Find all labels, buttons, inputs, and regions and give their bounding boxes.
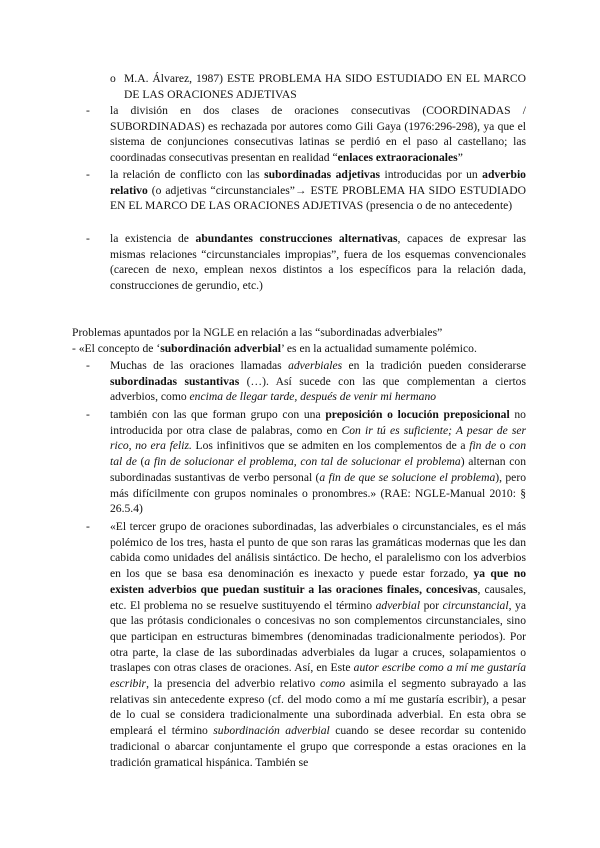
list-item-text: también con las que forman grupo con una preposición o locución preposicional no introducida por otra clase de palabras, como en Con ir tú es suficiente; A pesar de ser rico, no era feliz. Los infinitivos que se admiten en los complementos de a fin de o con tal de (a fin de solucionar el problema, con tal de solucionar el problema) alternan con subordinadas sustantivas de verbo personal (a fin de que se solucione el problema), pero más difícilmente con grupos nominales o pronombres.» (RAE: NGLE-Manual 2010: § 26.5.4) xyxy=(110,408,526,516)
section-heading: Problemas apuntados por la NGLE en relación a las “subordinadas adverbiales” xyxy=(72,326,443,339)
italic-example: a fin de que se solucione el problema xyxy=(319,470,496,484)
bold-term: adverbio relativo xyxy=(110,168,526,197)
dash-bullet: - xyxy=(86,520,90,533)
list-item xyxy=(86,407,526,517)
bold-term: subordinación adverbial xyxy=(160,342,282,355)
bold-term: subordinadas sustantivas xyxy=(110,374,240,388)
dash-bullet: - xyxy=(86,359,90,372)
italic-term: subordinación adverbial xyxy=(213,724,330,738)
sub-bullet-text: M.A. Álvarez, 1987) ESTE PROBLEMA HA SIDO ESTUDIADO EN EL MARCO DE LAS ORACIONES ADJETIVAS xyxy=(124,72,526,101)
italic-example: encima de llegar tarde, después de venir mi hermano xyxy=(189,390,437,404)
italic-term: como xyxy=(320,677,346,691)
dash-bullet: - xyxy=(86,408,90,421)
italic-example: autor escribe como a mí me gustaría escribir xyxy=(110,661,526,691)
italic-term: con tal de xyxy=(110,439,526,469)
list-item xyxy=(86,519,526,770)
italic-term: circunstancial xyxy=(442,598,509,612)
list-item-text: la división en dos clases de oraciones consecutivas (COORDINADAS / SUBORDINADAS) es rechazada por autores como Gili Gaya (1976:296-298), ya que el sistema de conjunciones consecutivas latinas se perdió en el paso al castellano; las coordinadas consecutivas presentan en realidad “enlaces extraoracionales” xyxy=(110,104,526,165)
bold-term: ya que no existen adverbios que puedan sustituir a las oraciones finales, concesivas xyxy=(110,567,526,596)
list-item xyxy=(86,231,526,294)
italic-term: adverbial xyxy=(375,598,421,612)
list-item xyxy=(86,167,526,214)
bold-term: abundantes construcciones alternativas xyxy=(195,232,398,245)
list-item-text: Muchas de las oraciones llamadas adverbiales en la tradición pueden considerarse subordinadas sustantivas (…). Así sucede con las que complementan a ciertos adverbios, como encima de llegar tarde, después de venir mi hermano xyxy=(110,359,526,404)
bold-term: subordinadas adjetivas xyxy=(264,168,381,181)
italic-term: fin de xyxy=(469,439,497,453)
list-item-text: la relación de conflicto con las subordinadas adjetivas introducidas por un adverbio relativo (o adjetivas “circunstanciales”→ ESTE PROBLEMA HA SIDO ESTUDIADO EN EL MARCO DE LAS ORACIONES ADJETIVAS (presencia o de no antecedente) xyxy=(110,168,526,213)
quote-intro: - «El concepto de ‘subordinación adverbial’ es en la actualidad sumamente polémico. xyxy=(72,342,477,355)
list-item-text: la existencia de abundantes construcciones alternativas, capaces de expresar las mismas relaciones “circunstanciales impropias”, fuera de los esquemas convencionales (carecen de nexo, emplean nexos distintos a los específicos para la relación dada, construcciones de gerundio, etc.) xyxy=(110,232,526,293)
bold-term: enlaces extraoracionales xyxy=(337,151,458,165)
dash-bullet: - xyxy=(86,104,90,117)
italic-example: Con ir tú es suficiente; A pesar de ser rico, no era feliz. xyxy=(110,423,526,453)
sub-bullet-marker: o xyxy=(110,72,116,85)
italic-example: a fin de solucionar el problema, con tal de solucionar el problema xyxy=(144,455,461,469)
list-item-text: «El tercer grupo de oraciones subordinadas, las adverbiales o circunstanciales, es el más polémico de los tres, hasta el punto de que son raras las gramáticas modernas que les dan cabida como unidades del análisis sintáctico. De hecho, el paralelismo con los adverbios en los que se basa esa denominación es inexacto y puede estar forzado, ya que no existen adverbios que puedan sustituir a las oraciones finales, concesivas, causales, etc. El problema no se resuelve sustituyendo el término adverbial por circunstancial, ya que las prótasis condicionales o concesivas no son complementos circunstanciales, sino que participan en estructuras bimembres (denominadas tradicionalmente periodos). Por otra parte, la clase de las subordinadas adverbiales da lugar a cruces, solapamientos o traslapes con otras clases de oraciones. Así, en Este autor escribe como a mí me gustaría escribir, la presencia del adverbio relativo como asimila el segmento subrayado a las relativas sin antecedente expreso (cf. del modo como a mí me gustaría escribir), a pesar de lo cual se considera tradicionalmente una subordinada adverbial. En esta obra se empleará el término subordinación adverbial cuando se desee recordar su contenido tradicional o abarcar conjuntamente el grupo que corresponde a estas oraciones en la tradición gramatical hispánica. También se xyxy=(110,520,526,769)
bold-term: preposición o locución preposicional xyxy=(325,408,510,421)
dash-bullet: - xyxy=(86,232,90,245)
dash-bullet: - xyxy=(86,168,90,181)
italic-term: adverbiales xyxy=(288,359,343,372)
sub-bullet-item xyxy=(110,71,526,102)
list-item xyxy=(86,358,526,405)
list-item xyxy=(86,103,526,166)
